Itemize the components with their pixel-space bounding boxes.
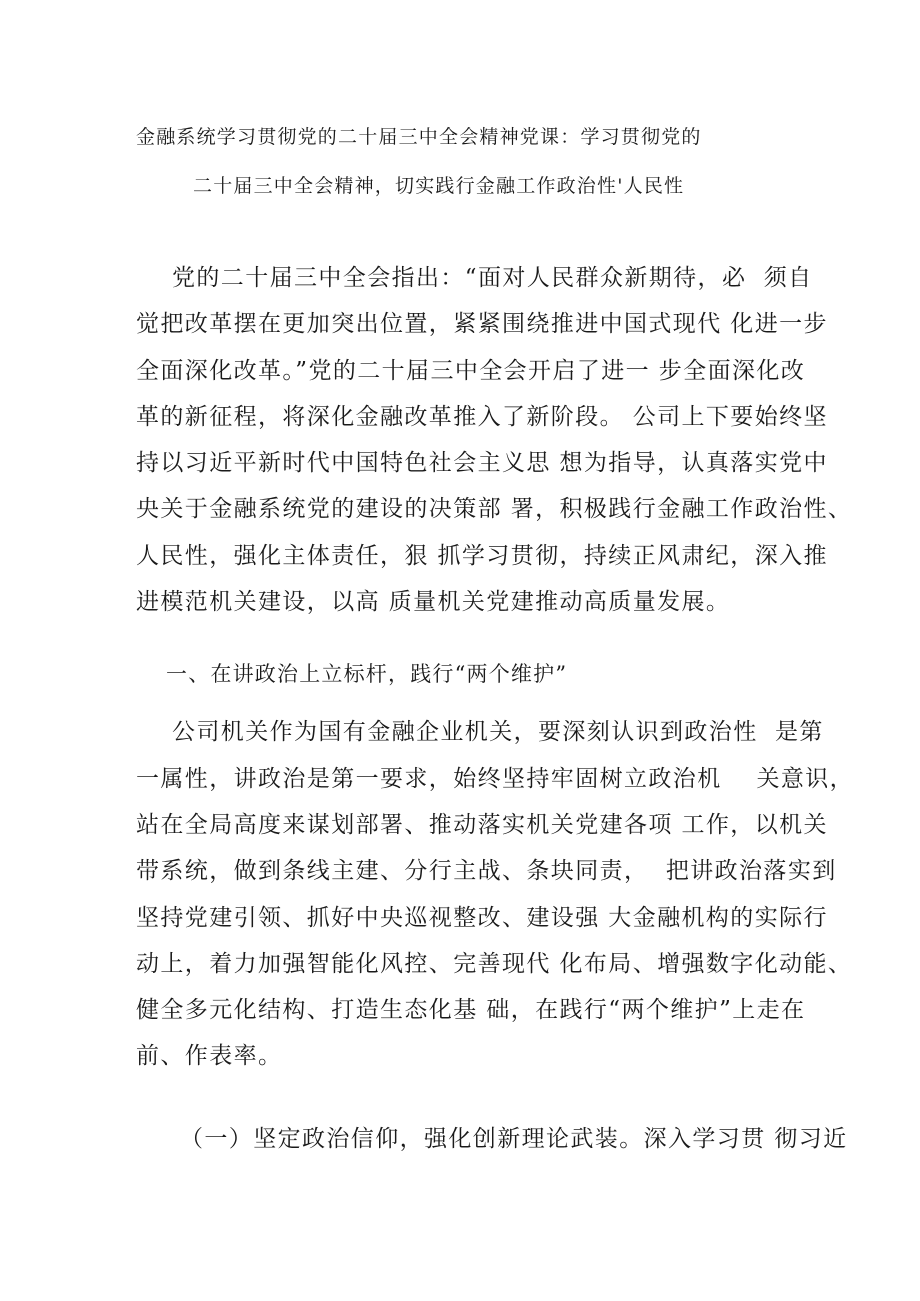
- intro-paragraph-line: 觉把改革摆在更加突出位置，紧紧围绕推进中国式现代 化进一步: [136, 311, 828, 337]
- section-1-paragraph-line: 动上，着力加强智能化风控、完善现代 化布局、增强数字化动能、: [136, 951, 853, 977]
- section-1-paragraph-line: 坚持党建引领、抓好中央巡视整改、建设强 大金融机构的实际行: [136, 905, 828, 931]
- section-1-paragraph-line: 前、作表率。: [136, 1043, 283, 1069]
- section-1-paragraph-line: 公司机关作为国有金融企业机关，要深刻认识到政治性 是第: [172, 719, 824, 745]
- intro-paragraph-line: 革的新征程，将深化金融改革推入了新阶段。 公司上下要始终坚: [136, 404, 828, 430]
- intro-paragraph-line: 央关于金融系统党的建设的决策部 署，积极践行金融工作政治性、: [136, 496, 853, 522]
- section-1-paragraph-line: 一属性，讲政治是第一要求，始终坚持牢固树立政治机 关意识，: [136, 766, 855, 792]
- section-1-paragraph-line: 健全多元化结构、打造生态化基 础，在践行“两个维护”上走在: [136, 997, 806, 1023]
- intro-paragraph-line: 党的二十届三中全会指出：“面对人民群众新期待，必 须自: [172, 265, 813, 291]
- section-1-paragraph-line: 站在全局高度来谋划部署、推动落实机关党建各项 工作，以机关: [136, 812, 828, 838]
- intro-paragraph-line: 持以习近平新时代中国特色社会主义思 想为指导，认真落实党中: [136, 450, 828, 476]
- section-heading-1: 一、在讲政治上立标杆，践行“两个维护”: [166, 662, 568, 686]
- document-title-line-2: 二十届三中全会精神，切实践行金融工作政治性'人民性: [193, 175, 685, 197]
- intro-paragraph-line: 全面深化改革。”党的二十届三中全会开启了进一 步全面深化改: [136, 358, 806, 384]
- document-title-line-1: 金融系统学习贯彻党的二十届三中全会精神党课：学习贯彻党的: [136, 126, 702, 148]
- subsection-1-line: （一）坚定政治信仰，强化创新理论武装。深入学习贯 彻习近: [180, 1126, 848, 1152]
- section-1-paragraph-line: 带系统，做到条线主建、分行主战、条块同责， 把讲政治落实到: [136, 858, 837, 884]
- intro-paragraph-line: 人民性，强化主体责任，狠 抓学习贯彻，持续正风肃纪，深入推: [136, 543, 828, 569]
- intro-paragraph-line: 进模范机关建设，以高 质量机关党建推动高质量发展。: [136, 589, 731, 615]
